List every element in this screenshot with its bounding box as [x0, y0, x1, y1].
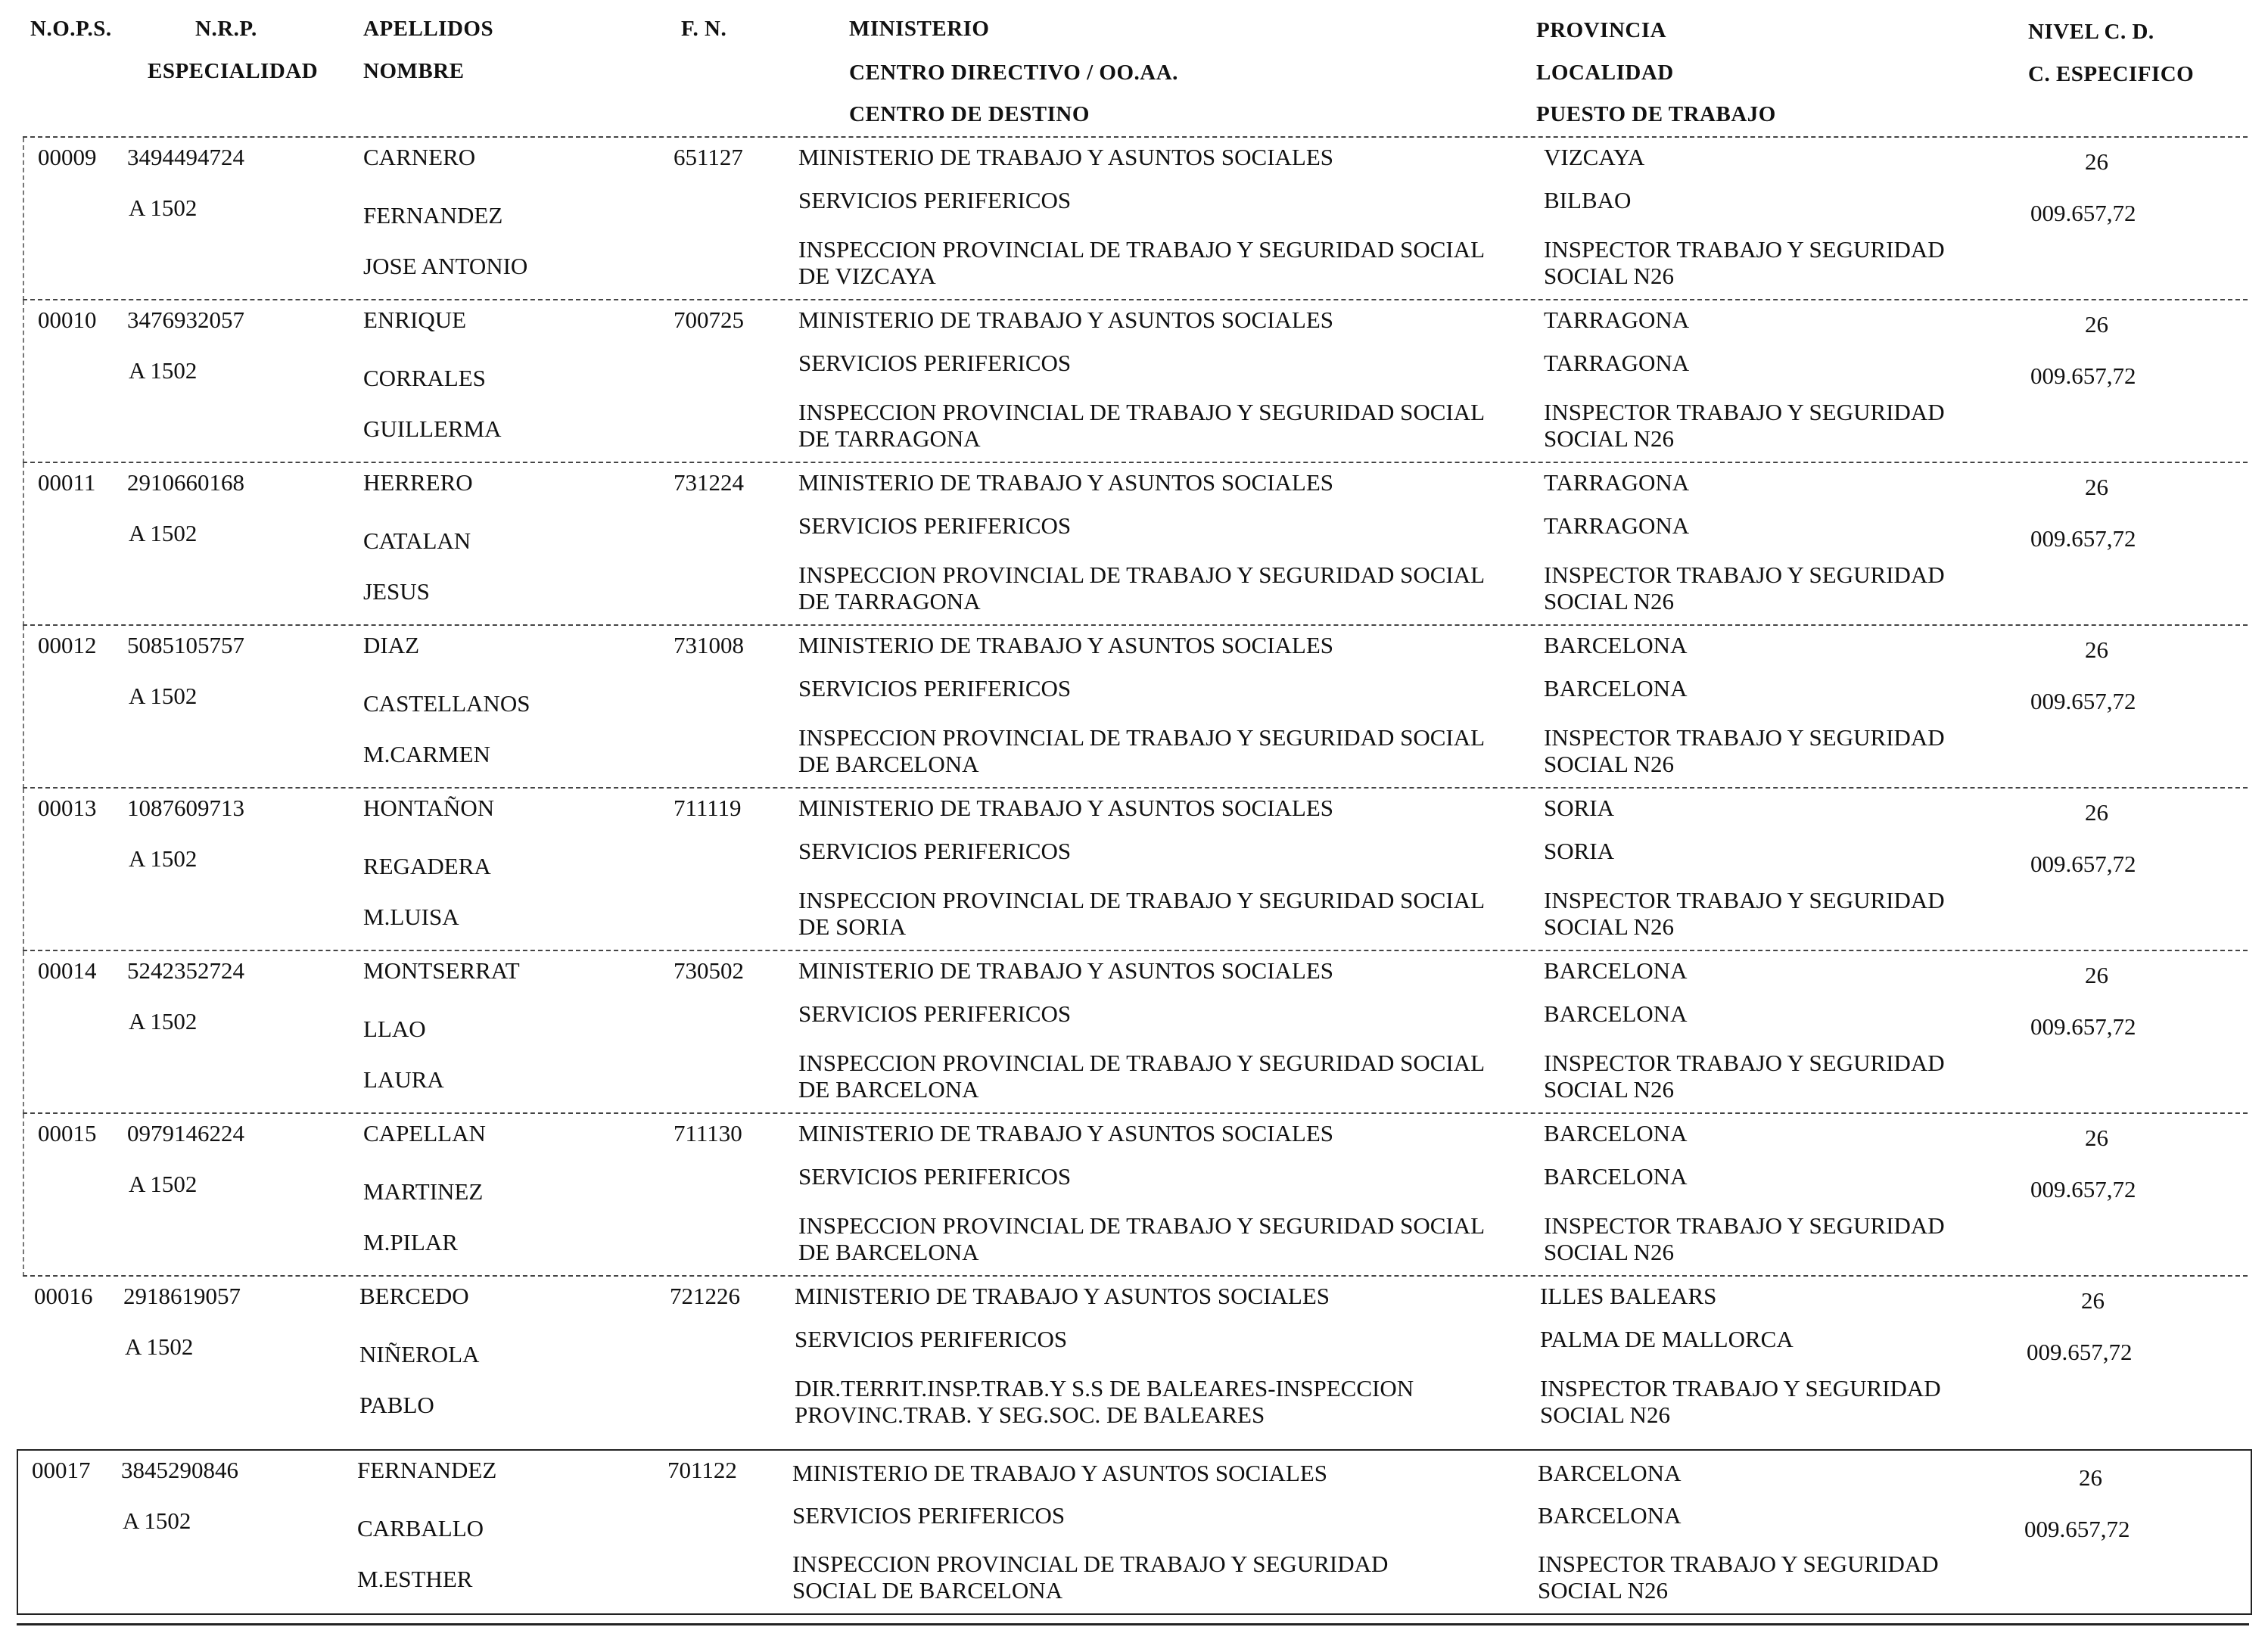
record-provincia: TARRAGONA: [1544, 469, 1690, 496]
record-especialidad: A 1502: [129, 1008, 198, 1034]
record-localidad: BARCELONA: [1544, 675, 1688, 702]
record-fn: 711130: [674, 1120, 742, 1146]
record-puesto: INSPECTOR TRABAJO Y SEGURIDAD SOCIAL N26: [1540, 1375, 1941, 1428]
record-especifico: 009.657,72: [2024, 1516, 2130, 1542]
record-especialidad: A 1502: [129, 357, 198, 384]
header-nivel: NIVEL C. D.: [2028, 20, 2154, 44]
record-nrp: 2910660168: [127, 469, 244, 496]
record-nombre: M.ESTHER: [357, 1566, 473, 1592]
record-apellido1: DIAZ: [363, 632, 420, 658]
header-centro-directivo: CENTRO DIRECTIVO / OO.AA.: [849, 61, 1178, 85]
record-puesto: INSPECTOR TRABAJO Y SEGURIDAD SOCIAL N26: [1544, 887, 1945, 940]
header-especialidad: ESPECIALIDAD: [148, 59, 319, 83]
record-nrp: 5085105757: [127, 632, 244, 658]
record-nops: 00017: [32, 1457, 91, 1483]
header-ministerio: MINISTERIO: [849, 17, 990, 41]
record-nombre: GUILLERMA: [363, 415, 502, 442]
record-especialidad: A 1502: [129, 1171, 198, 1197]
record-localidad: BARCELONA: [1544, 1000, 1688, 1027]
record-nivel: 26: [2079, 1464, 2102, 1491]
record-especialidad: A 1502: [129, 845, 198, 872]
record-localidad: BILBAO: [1544, 187, 1632, 213]
record-destino: INSPECCION PROVINCIAL DE TRABAJO Y SEGURIDAD SOCIAL DE SORIA: [798, 887, 1484, 940]
record-nrp: 0979146224: [127, 1120, 244, 1146]
record-ministerio: MINISTERIO DE TRABAJO Y ASUNTOS SOCIALES: [795, 1283, 1330, 1309]
record-provincia: BARCELONA: [1544, 957, 1688, 984]
record-row: [17, 1449, 2252, 1615]
record-destino: INSPECCION PROVINCIAL DE TRABAJO Y SEGURIDAD SOCIAL DE VIZCAYA: [798, 236, 1484, 289]
record-apellido2: LLAO: [363, 1016, 426, 1042]
record-fn: 731008: [674, 632, 744, 658]
header-nrp: N.R.P.: [195, 17, 257, 41]
header-provincia: PROVINCIA: [1536, 18, 1667, 42]
record-fn: 721226: [670, 1283, 740, 1309]
record-apellido2: CASTELLANOS: [363, 690, 530, 717]
record-apellido2: CARBALLO: [357, 1515, 484, 1541]
header-centro-destino: CENTRO DE DESTINO: [849, 102, 1090, 126]
header-fn: F. N.: [681, 17, 727, 41]
record-row: [23, 1112, 2248, 1277]
record-nops: 00015: [38, 1120, 97, 1146]
header-especifico: C. ESPECIFICO: [2028, 62, 2195, 86]
record-especifico: 009.657,72: [2030, 525, 2136, 552]
record-nrp: 1087609713: [127, 795, 244, 821]
record-destino: INSPECCION PROVINCIAL DE TRABAJO Y SEGURIDAD SOCIAL DE BARCELONA: [792, 1551, 1389, 1604]
record-puesto: INSPECTOR TRABAJO Y SEGURIDAD SOCIAL N26: [1538, 1551, 1939, 1604]
record-apellido1: BERCEDO: [359, 1283, 469, 1309]
record-centro: SERVICIOS PERIFERICOS: [798, 187, 1072, 213]
record-puesto: INSPECTOR TRABAJO Y SEGURIDAD SOCIAL N26: [1544, 236, 1945, 289]
record-provincia: BARCELONA: [1544, 1120, 1688, 1146]
record-destino: INSPECCION PROVINCIAL DE TRABAJO Y SEGURIDAD SOCIAL DE BARCELONA: [798, 1212, 1484, 1265]
record-nombre: JOSE ANTONIO: [363, 253, 528, 279]
record-puesto: INSPECTOR TRABAJO Y SEGURIDAD SOCIAL N26: [1544, 562, 1945, 614]
record-apellido2: MARTINEZ: [363, 1178, 484, 1205]
record-row: [23, 624, 2248, 789]
record-nivel: 26: [2085, 148, 2108, 175]
record-apellido2: NIÑEROLA: [359, 1341, 480, 1367]
record-centro: SERVICIOS PERIFERICOS: [798, 838, 1072, 864]
record-destino: INSPECCION PROVINCIAL DE TRABAJO Y SEGURIDAD SOCIAL DE TARRAGONA: [798, 399, 1484, 452]
record-especialidad: A 1502: [123, 1507, 191, 1534]
record-centro: SERVICIOS PERIFERICOS: [798, 350, 1072, 376]
record-localidad: PALMA DE MALLORCA: [1540, 1326, 1794, 1352]
record-row: [23, 299, 2248, 463]
record-provincia: BARCELONA: [1538, 1460, 1682, 1486]
record-ministerio: MINISTERIO DE TRABAJO Y ASUNTOS SOCIALES: [798, 144, 1334, 170]
record-localidad: BARCELONA: [1538, 1502, 1682, 1529]
record-nivel: 26: [2085, 636, 2108, 663]
record-localidad: TARRAGONA: [1544, 350, 1690, 376]
record-especifico: 009.657,72: [2030, 1176, 2136, 1202]
record-nivel: 26: [2085, 799, 2108, 826]
record-row: [23, 1275, 2248, 1439]
header-nops: N.O.P.S.: [30, 17, 112, 41]
record-apellido1: HERRERO: [363, 469, 473, 496]
record-especifico: 009.657,72: [2030, 1013, 2136, 1040]
record-ministerio: MINISTERIO DE TRABAJO Y ASUNTOS SOCIALES: [792, 1460, 1328, 1486]
record-row: [23, 462, 2248, 626]
record-nombre: PABLO: [359, 1392, 434, 1418]
record-especifico: 009.657,72: [2030, 362, 2136, 389]
record-centro: SERVICIOS PERIFERICOS: [795, 1326, 1068, 1352]
record-especialidad: A 1502: [129, 683, 198, 709]
record-nombre: M.CARMEN: [363, 741, 490, 767]
record-nombre: M.LUISA: [363, 904, 459, 930]
record-ministerio: MINISTERIO DE TRABAJO Y ASUNTOS SOCIALES: [798, 469, 1334, 496]
record-nops: 00011: [38, 469, 96, 496]
header-apellidos: APELLIDOS: [363, 17, 494, 41]
record-apellido1: ENRIQUE: [363, 306, 467, 333]
record-row: [23, 787, 2248, 951]
record-ministerio: MINISTERIO DE TRABAJO Y ASUNTOS SOCIALES: [798, 957, 1334, 984]
record-fn: 730502: [674, 957, 744, 984]
record-nrp: 3494494724: [127, 144, 244, 170]
record-puesto: INSPECTOR TRABAJO Y SEGURIDAD SOCIAL N26: [1544, 399, 1945, 452]
record-especifico: 009.657,72: [2030, 200, 2136, 226]
record-nops: 00009: [38, 144, 97, 170]
record-fn: 731224: [674, 469, 744, 496]
record-centro: SERVICIOS PERIFERICOS: [798, 512, 1072, 539]
record-apellido2: CATALAN: [363, 527, 471, 554]
record-puesto: INSPECTOR TRABAJO Y SEGURIDAD SOCIAL N26: [1544, 724, 1945, 777]
record-especifico: 009.657,72: [2027, 1339, 2133, 1365]
record-provincia: VIZCAYA: [1544, 144, 1645, 170]
record-nombre: LAURA: [363, 1066, 444, 1093]
record-apellido1: HONTAÑON: [363, 795, 495, 821]
record-nivel: 26: [2081, 1287, 2105, 1314]
record-apellido1: FERNANDEZ: [357, 1457, 497, 1483]
record-nrp: 3845290846: [121, 1457, 238, 1483]
record-nombre: M.PILAR: [363, 1229, 458, 1255]
record-ministerio: MINISTERIO DE TRABAJO Y ASUNTOS SOCIALES: [798, 795, 1334, 821]
record-centro: SERVICIOS PERIFERICOS: [798, 1163, 1072, 1190]
record-row: [23, 136, 2248, 300]
record-destino: DIR.TERRIT.INSP.TRAB.Y S.S DE BALEARES-INSPECCION PROVINC.TRAB. Y SEG.SOC. DE BALEARES: [795, 1375, 1414, 1428]
record-fn: 651127: [674, 144, 743, 170]
record-nops: 00014: [38, 957, 97, 984]
header-puesto: PUESTO DE TRABAJO: [1536, 102, 1776, 126]
record-provincia: ILLES BALEARS: [1540, 1283, 1717, 1309]
record-centro: SERVICIOS PERIFERICOS: [798, 675, 1072, 702]
record-nops: 00016: [34, 1283, 93, 1309]
record-nops: 00013: [38, 795, 97, 821]
record-centro: SERVICIOS PERIFERICOS: [792, 1502, 1066, 1529]
record-ministerio: MINISTERIO DE TRABAJO Y ASUNTOS SOCIALES: [798, 632, 1334, 658]
header-nombre: NOMBRE: [363, 59, 465, 83]
record-nops: 00010: [38, 306, 97, 333]
record-fn: 711119: [674, 795, 742, 821]
bottom-rule: [17, 1623, 2249, 1625]
record-localidad: BARCELONA: [1544, 1163, 1688, 1190]
record-nrp: 5242352724: [127, 957, 244, 984]
record-nivel: 26: [2085, 1125, 2108, 1151]
record-especialidad: A 1502: [129, 520, 198, 546]
record-ministerio: MINISTERIO DE TRABAJO Y ASUNTOS SOCIALES: [798, 306, 1334, 333]
record-nombre: JESUS: [363, 578, 430, 605]
record-nrp: 3476932057: [127, 306, 244, 333]
record-especifico: 009.657,72: [2030, 688, 2136, 714]
record-fn: 701122: [667, 1457, 737, 1483]
record-provincia: TARRAGONA: [1544, 306, 1690, 333]
record-especifico: 009.657,72: [2030, 851, 2136, 877]
record-nrp: 2918619057: [123, 1283, 241, 1309]
record-centro: SERVICIOS PERIFERICOS: [798, 1000, 1072, 1027]
record-especialidad: A 1502: [125, 1333, 194, 1360]
record-puesto: INSPECTOR TRABAJO Y SEGURIDAD SOCIAL N26: [1544, 1212, 1945, 1265]
record-provincia: BARCELONA: [1544, 632, 1688, 658]
record-apellido2: CORRALES: [363, 365, 486, 391]
record-ministerio: MINISTERIO DE TRABAJO Y ASUNTOS SOCIALES: [798, 1120, 1334, 1146]
record-apellido1: CARNERO: [363, 144, 476, 170]
record-nivel: 26: [2085, 474, 2108, 500]
record-fn: 700725: [674, 306, 744, 333]
record-apellido2: REGADERA: [363, 853, 491, 879]
record-nivel: 26: [2085, 311, 2108, 338]
header-localidad: LOCALIDAD: [1536, 61, 1674, 85]
record-especialidad: A 1502: [129, 194, 198, 221]
record-destino: INSPECCION PROVINCIAL DE TRABAJO Y SEGURIDAD SOCIAL DE BARCELONA: [798, 1050, 1484, 1103]
record-nops: 00012: [38, 632, 97, 658]
record-localidad: TARRAGONA: [1544, 512, 1690, 539]
record-row: [23, 950, 2248, 1114]
record-apellido2: FERNANDEZ: [363, 202, 503, 229]
record-provincia: SORIA: [1544, 795, 1615, 821]
record-apellido1: CAPELLAN: [363, 1120, 486, 1146]
record-apellido1: MONTSERRAT: [363, 957, 520, 984]
record-destino: INSPECCION PROVINCIAL DE TRABAJO Y SEGURIDAD SOCIAL DE BARCELONA: [798, 724, 1484, 777]
record-puesto: INSPECTOR TRABAJO Y SEGURIDAD SOCIAL N26: [1544, 1050, 1945, 1103]
record-nivel: 26: [2085, 962, 2108, 988]
record-destino: INSPECCION PROVINCIAL DE TRABAJO Y SEGURIDAD SOCIAL DE TARRAGONA: [798, 562, 1484, 614]
record-localidad: SORIA: [1544, 838, 1615, 864]
